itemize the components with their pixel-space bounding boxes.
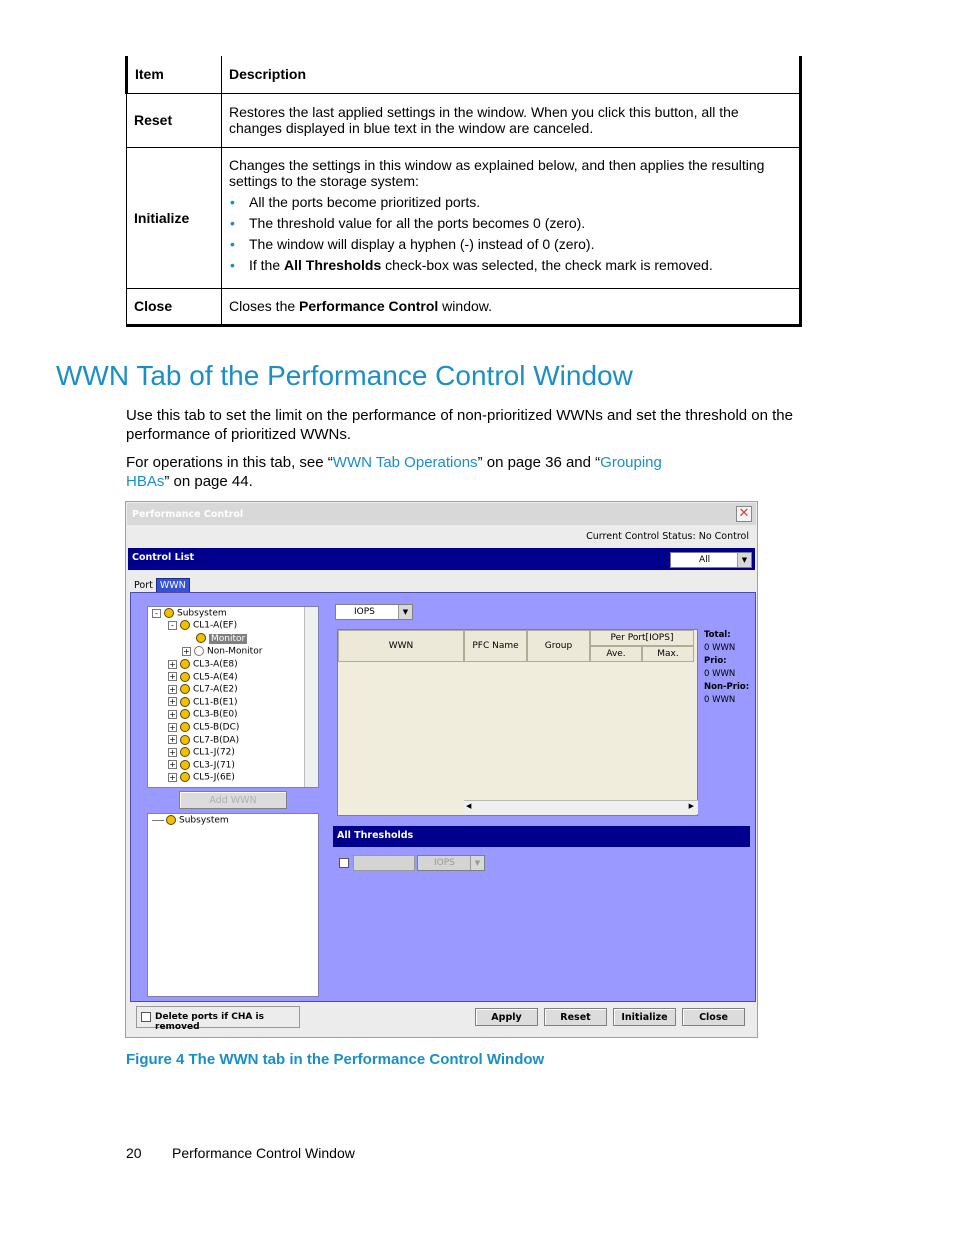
port-icon: [180, 772, 190, 782]
tree-node-port[interactable]: [168, 709, 238, 720]
tree-label: CL1-J(72): [193, 747, 235, 758]
table-row: [127, 288, 801, 325]
bullet-text: check-box was selected, the check mark is removed.: [381, 257, 713, 273]
expand-icon[interactable]: +: [169, 747, 176, 757]
tree-node-nonmonitor[interactable]: [182, 646, 262, 657]
tree-node-port[interactable]: [168, 672, 238, 683]
performance-control-window: [125, 501, 758, 1038]
tree-node-port[interactable]: [168, 760, 235, 771]
expand-icon[interactable]: +: [169, 709, 176, 719]
port-icon: [180, 620, 190, 630]
port-icon: [180, 672, 190, 682]
nonprio-value: 0 WWN: [704, 695, 736, 705]
row-desc-reset: Restores the last applied settings in the window. When you click this button, all the changes displayed in blue text in the window are canceled.: [222, 93, 801, 147]
section-title: WWN Tab of the Performance Control Window: [56, 360, 633, 391]
page-number: 20: [126, 1145, 142, 1161]
table-row: [127, 93, 801, 147]
tree-label: CL7-A(E2): [193, 684, 238, 695]
tree-node-port[interactable]: [168, 697, 238, 708]
tree-node-port[interactable]: [168, 735, 239, 746]
control-list-combo[interactable]: [670, 552, 752, 568]
expand-icon[interactable]: +: [169, 697, 176, 707]
combo-value: IOPS: [354, 607, 375, 617]
list-item: • The window will display a hyphen (-) instead of 0 (zero).: [249, 236, 792, 252]
row-desc-close: [222, 288, 801, 325]
col-per-port[interactable]: Per Port[IOPS]: [590, 630, 694, 646]
port-icon: [180, 735, 190, 745]
tree-label: CL3-B(E0): [193, 709, 238, 720]
wwn-summary: [704, 629, 749, 707]
tree-node-port[interactable]: [168, 722, 239, 733]
tab-port[interactable]: Port: [134, 580, 153, 591]
figure-caption: Figure 4 The WWN tab in the Performance Control Window: [126, 1051, 545, 1068]
chevron-down-icon: ▼: [398, 605, 412, 619]
prio-value: 0 WWN: [704, 669, 736, 679]
scroll-right-icon[interactable]: ▶: [688, 802, 694, 810]
port-icon: [180, 697, 190, 707]
row-item-initialize: Initialize: [127, 147, 222, 288]
link-wwn-tab-operations[interactable]: WWN Tab Operations: [332, 454, 478, 471]
port-icon: [180, 760, 190, 770]
desc-bold: Performance Control: [299, 298, 439, 314]
col-ave[interactable]: Ave.: [590, 646, 642, 662]
delete-ports-group: [136, 1006, 300, 1032]
scroll-left-icon[interactable]: ◀: [466, 802, 472, 810]
desc-text: window.: [438, 298, 492, 314]
para-text: ” on page 36 and “: [477, 454, 601, 471]
item-description-table: [125, 56, 802, 327]
table-row: [127, 147, 801, 288]
expand-icon[interactable]: +: [169, 672, 176, 682]
expand-icon[interactable]: +: [169, 659, 176, 669]
expand-icon[interactable]: +: [169, 772, 176, 782]
total-value: 0 WWN: [704, 643, 736, 653]
bullet-text: If the: [249, 257, 285, 273]
port-icon: [180, 747, 190, 757]
list-item: [249, 257, 792, 273]
window-titlebar: [127, 503, 756, 525]
list-item: • The threshold value for all the ports becomes 0 (zero).: [249, 215, 792, 231]
initialize-button[interactable]: Initialize: [613, 1008, 676, 1026]
add-wwn-button[interactable]: Add WWN: [179, 791, 287, 809]
col-wwn[interactable]: WWN: [338, 630, 464, 662]
nonmonitor-icon: [194, 646, 204, 656]
close-button[interactable]: Close: [682, 1008, 745, 1026]
all-thresholds-label: All Thresholds: [337, 830, 414, 841]
initialize-intro: Changes the settings in this window as explained below, and then applies the resulting settings to the storage system:: [229, 157, 765, 189]
delete-ports-label: Delete ports if CHA is removed: [155, 1012, 264, 1032]
col-group[interactable]: Group: [527, 630, 590, 662]
list-item: • All the ports become prioritized ports.: [249, 194, 792, 210]
tree-label: Subsystem: [179, 815, 229, 826]
link-grouping-hbas-cont[interactable]: HBAs: [126, 473, 165, 490]
port-icon: [180, 659, 190, 669]
expand-icon[interactable]: +: [169, 722, 176, 732]
folder-icon: [166, 815, 176, 825]
bullet-bold: All Thresholds: [284, 257, 382, 273]
tree-label: Non-Monitor: [207, 646, 263, 657]
prio-label: Prio:: [704, 656, 727, 666]
para-text: For operations in this tab, see “: [126, 454, 333, 471]
chevron-down-icon: ▼: [737, 553, 751, 567]
tree-scrollbar[interactable]: [304, 607, 318, 787]
tree-label: CL3-A(E8): [193, 659, 238, 670]
port-icon: [180, 709, 190, 719]
combo-value: IOPS: [434, 858, 455, 868]
total-label: Total:: [704, 630, 731, 640]
tree-label: CL1-B(E1): [193, 697, 238, 708]
row-item-reset: Reset: [127, 93, 222, 147]
tree-label: CL3-J(71): [193, 760, 235, 771]
tree-node-port[interactable]: [168, 747, 235, 758]
expand-icon[interactable]: +: [169, 684, 176, 694]
control-status: Current Control Status: No Control: [586, 531, 749, 542]
tree-node-cl1a[interactable]: [168, 620, 237, 631]
wwn-table[interactable]: [337, 629, 698, 816]
close-icon[interactable]: ✕: [736, 506, 752, 522]
collapse-icon[interactable]: -: [152, 609, 161, 618]
nonprio-label: Non-Prio:: [704, 682, 750, 692]
folder-icon: [164, 608, 174, 618]
col-max[interactable]: Max.: [642, 646, 694, 662]
row-item-close: Close: [127, 288, 222, 325]
tree-node-port[interactable]: [168, 659, 238, 670]
window-title: Performance Control: [132, 509, 244, 520]
tree-label: Subsystem: [177, 608, 227, 619]
threshold-input[interactable]: [353, 855, 415, 871]
col-pfc-name[interactable]: PFC Name: [464, 630, 527, 662]
tab-wwn[interactable]: WWN: [156, 578, 190, 593]
tree-label: CL1-A(EF): [193, 620, 238, 631]
combo-value: All: [699, 555, 711, 565]
control-list-label: Control List: [132, 552, 195, 563]
tree-label: CL5-J(6E): [193, 772, 235, 783]
footer-title: Performance Control Window: [172, 1145, 355, 1161]
reference-paragraph: [126, 453, 706, 491]
wwn-tab-panel: [130, 592, 756, 1002]
iops-combo[interactable]: [335, 604, 413, 620]
tree-label: CL5-A(E4): [193, 672, 238, 683]
link-grouping-hbas[interactable]: Grouping: [600, 454, 662, 471]
apply-button[interactable]: Apply: [475, 1008, 538, 1026]
tree-node-subsystem[interactable]: [152, 608, 227, 619]
collapse-icon[interactable]: -: [168, 621, 177, 630]
row-desc-initialize: [222, 147, 801, 288]
wwn-tree[interactable]: [147, 813, 319, 997]
horizontal-scrollbar[interactable]: [464, 800, 698, 814]
threshold-unit-combo[interactable]: [417, 855, 485, 871]
tree-node-subsystem[interactable]: [152, 815, 229, 826]
tree-label: Monitor: [211, 633, 246, 644]
expand-icon[interactable]: +: [169, 760, 176, 770]
reset-button[interactable]: Reset: [544, 1008, 607, 1026]
para-text: ” on page 44.: [164, 473, 253, 490]
tree-line: [152, 820, 164, 821]
initialize-bullets: [229, 194, 792, 273]
port-icon: [180, 684, 190, 694]
monitor-icon: [196, 633, 206, 643]
port-tree[interactable]: [147, 606, 319, 788]
tree-node-port[interactable]: [168, 772, 235, 783]
all-thresholds-checkbox[interactable]: [339, 858, 349, 868]
expand-icon[interactable]: +: [183, 646, 190, 656]
table-header-item: Item: [127, 56, 222, 93]
tree-node-port[interactable]: [168, 684, 238, 695]
tree-node-monitor[interactable]: [196, 633, 247, 644]
tree-label: CL7-B(DA): [193, 735, 240, 746]
tab-strip: [131, 578, 190, 593]
desc-text: Closes the: [229, 298, 300, 314]
table-header-description: Description: [222, 56, 801, 93]
expand-icon[interactable]: +: [169, 735, 176, 745]
control-list-bar: [128, 548, 755, 570]
port-icon: [180, 722, 190, 732]
all-thresholds-bar: [333, 826, 750, 847]
tree-label: CL5-B(DC): [193, 722, 240, 733]
intro-paragraph: Use this tab to set the limit on the performance of non-prioritized WWNs and set the threshold on the performance of prioritized WWNs.: [126, 407, 793, 443]
delete-ports-checkbox[interactable]: [141, 1012, 151, 1022]
chevron-down-icon: ▼: [470, 856, 484, 870]
